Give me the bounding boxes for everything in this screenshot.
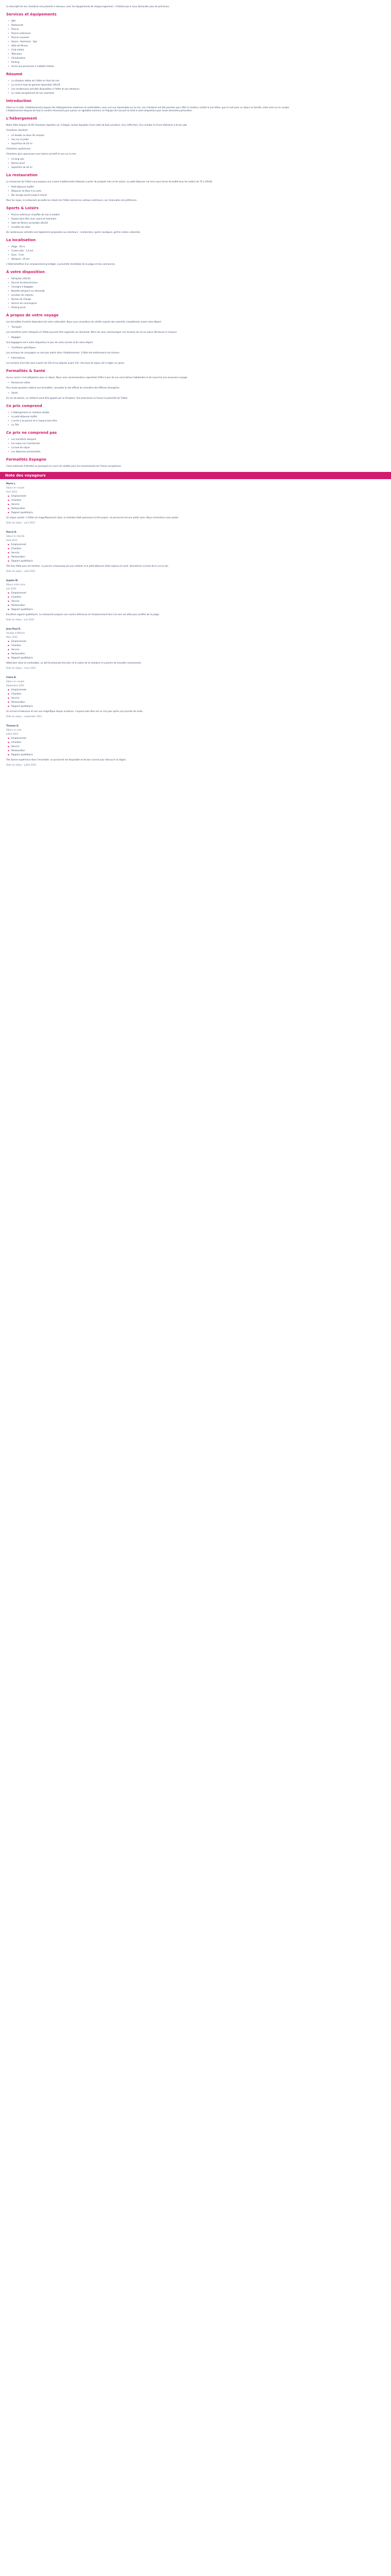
- restauration-text: Le restaurant de l'hôtel vous propose une cuisine traditionnelle élaborée à partir de produits frais et de saison. Le petit-déjeuner est servi sous forme de buffet tous les matins de 7h à 10h30.: [6, 180, 213, 183]
- list-item: • Piscine extérieure: [11, 32, 295, 35]
- list-item: • Centre-ville : 1,5 km: [11, 249, 295, 252]
- review-ratings: [6, 495, 295, 514]
- apropos-sub1: • Transport: [11, 326, 295, 329]
- rating-item: ▪ Emplacement: [11, 591, 295, 595]
- review-date: Mars 2022: [6, 636, 18, 638]
- apropos-text3: Une bagagerie est à votre disposition le jour de votre arrivée et de votre départ.: [6, 341, 93, 344]
- rating-item: ▪ Rapport qualité/prix: [11, 511, 295, 514]
- review-author: Marie L.: [6, 482, 17, 485]
- prix-non-compris-section: [6, 431, 295, 453]
- list-item: • Restaurant: [11, 24, 295, 27]
- review-meta: Séjour en couple: [6, 680, 25, 683]
- list-item: • Lit king size: [11, 158, 295, 161]
- review-period: Date du séjour : juillet 2021: [6, 764, 37, 766]
- review-author: Claire B.: [6, 676, 17, 679]
- review: [6, 628, 295, 670]
- rating-item: ▪ Chambre: [11, 644, 295, 647]
- list-item: • L'hébergement en chambre double: [11, 411, 295, 414]
- rating-item: ▪ Rapport qualité/prix: [11, 753, 295, 756]
- review: [6, 482, 295, 524]
- sante-title: Formalités & Santé: [6, 369, 45, 373]
- list-item: • Bureau de change: [11, 298, 295, 301]
- sante-sub1: • Ressources utiles: [11, 381, 295, 384]
- rating-item: ▪ Emplacement: [11, 640, 295, 643]
- review: [6, 531, 295, 573]
- hebergement-text: Notre hôtel dispose de 60 chambres réparties sur 3 étages, toutes équipées d'une salle de bain privative, d'un coffre-fort, d'un minibar et d'une télévision à écran plat.: [6, 124, 188, 126]
- sante-text: Aucun vaccin n'est obligatoire pour ce séjour. Nous vous recommandons cependant d'être à jour de vos vaccinations habituelles et de souscrire une assurance voyage.: [6, 376, 188, 379]
- list-item: • Wifi: [11, 20, 295, 23]
- apropos-text4: Les animaux de compagnie ne sont pas admis dans l'établissement. L'hôtel est entièrement non-fumeur.: [6, 351, 120, 354]
- review-date: Juillet 2021: [6, 733, 19, 735]
- review-text: Hôtel bien situé et confortable. Le wifi fonctionnait très bien et le calme de la chambre m'a permis de travailler sereinement.: [6, 662, 142, 664]
- review-text: Un séjour parfait ! L'hôtel est magnifiquement situé, la chambre était spacieuse et très propre. Le personnel est aux petits soins. Nous reviendrons avec plaisir.: [6, 516, 179, 519]
- resume-title: Résumé: [6, 72, 23, 76]
- review-date: Août 2022: [6, 539, 18, 541]
- list-item: • Le petit-déjeuner buffet: [11, 415, 295, 418]
- review-author: Thomas G.: [6, 724, 19, 727]
- review-meta: Séjour en famille: [6, 535, 25, 537]
- review-text: Très bon hôtel pour les familles. La piscine a beaucoup plu aux enfants et le petit-déjeuner était copieux et varié. Seul bémol, le bruit de la rue le soir.: [6, 565, 169, 567]
- review-period: Date du séjour : août 2022: [6, 570, 36, 572]
- rating-item: ▪ Service: [11, 503, 295, 506]
- rating-item: ▪ Restauration: [11, 749, 295, 752]
- review-period: Date du séjour : avril 2023: [6, 521, 35, 524]
- list-item: • Sauna - Hammam - Spa: [11, 40, 295, 43]
- list-item: • Piscine: [11, 28, 295, 31]
- rating-item: ▪ Restauration: [11, 701, 295, 704]
- sports-section: [6, 206, 295, 234]
- list-item: • Aéroport : 25 km: [11, 258, 295, 261]
- rating-item: ▪ Chambre: [11, 499, 295, 502]
- list-item: • La situation idéale de l'hôtel en front de mer: [11, 79, 295, 82]
- prix-non-compris-list: [6, 438, 295, 453]
- list-item: • Club enfant: [11, 48, 295, 52]
- rating-item: ▪ Service: [11, 551, 295, 554]
- rating-item: ▪ Chambre: [11, 692, 295, 696]
- list-item: • La TVA: [11, 423, 295, 427]
- rating-item: ▪ Emplacement: [11, 495, 295, 498]
- review: [6, 676, 295, 718]
- list-item: • Les transferts aéroport: [11, 438, 295, 441]
- introduction-section: [6, 99, 295, 112]
- rating-item: ▪ Restauration: [11, 652, 295, 655]
- list-item: • Superficie de 30 m²: [11, 166, 295, 169]
- review-ratings: [6, 737, 295, 756]
- disposition-list: [6, 277, 295, 309]
- review-ratings: [6, 543, 295, 563]
- restauration-list: [6, 185, 295, 197]
- list-item: • Accès aux personnes à mobilité réduite: [11, 65, 295, 68]
- restauration-title: La restauration: [6, 173, 38, 177]
- hebergement-sub2-text: Chambres plus spacieuses avec balcon privatif et vue sur la mer.: [6, 152, 77, 155]
- list-item: • Bar lounge ouvert jusqu'à minuit: [11, 194, 295, 197]
- sante-text3: En cas de besoin, un médecin peut être appelé par la réception. Une pharmacie se trouve à proximité de l'hôtel.: [6, 397, 128, 399]
- list-item: • L'accès à la piscine et à l'espace bien-être: [11, 419, 295, 422]
- rating-item: ▪ Service: [11, 745, 295, 748]
- list-item: • Piscine couverte: [11, 36, 295, 39]
- services-section: [6, 12, 295, 68]
- list-item: • Parking: [11, 61, 295, 64]
- rating-item: ▪ Emplacement: [11, 737, 295, 740]
- services-list: [6, 20, 295, 68]
- rating-item: ▪ Emplacement: [11, 543, 295, 546]
- localisation-section: [6, 238, 295, 266]
- rating-item: ▪ Rapport qualité/prix: [11, 705, 295, 708]
- review: [6, 579, 295, 621]
- hebergement-sub1-list: [6, 134, 295, 145]
- review-text: Un accueil chaleureux et une vue magnifique depuis le balcon. L'espace bien-être est un vrai plus après une journée de visite.: [6, 710, 143, 713]
- rating-item: ▪ Emplacement: [11, 688, 295, 691]
- reviews-banner: Note des voyageurs: [0, 472, 391, 479]
- rating-item: ▪ Restauration: [11, 604, 295, 607]
- review-author: Jean-Paul R.: [6, 628, 21, 630]
- list-item: • Lit double ou deux lits simples: [11, 134, 295, 137]
- list-item: • Le service haut de gamme disponible 24h/24: [11, 83, 295, 87]
- review-date: Septembre 2021: [6, 684, 25, 687]
- introduction-title: Introduction: [6, 99, 31, 103]
- disposition-title: À votre disposition: [6, 270, 45, 274]
- list-item: • Salle de fitness: [11, 44, 295, 47]
- fiche-title: Formalités Espagne: [6, 457, 46, 462]
- prix-compris-title: Ce prix comprend: [6, 404, 42, 408]
- rating-item: ▪ Chambre: [11, 547, 295, 550]
- rating-item: ▪ Rapport qualité/prix: [11, 656, 295, 659]
- review-ratings: [6, 591, 295, 611]
- review-text: Très bonne expérience dans l'ensemble. Le personnel est disponible et de bon conseil pour découvrir la région.: [6, 758, 127, 761]
- restauration-section: [6, 173, 295, 202]
- review-author: Sophie M.: [6, 579, 19, 582]
- list-item: • Espace bien-être avec sauna et hammam: [11, 217, 295, 221]
- resume-section: [6, 72, 295, 95]
- list-item: • Piscine extérieure chauffée de mai à octobre: [11, 213, 295, 216]
- localisation-title: La localisation: [6, 238, 36, 242]
- prix-non-compris-title: Ce prix ne comprend pas: [6, 431, 57, 435]
- rating-item: ▪ Rapport qualité/prix: [11, 608, 295, 611]
- list-item: • Navette aéroport sur demande: [11, 290, 295, 293]
- fiche-text: Carte nationale d'identité ou passeport en cours de validité pour les ressortissants de l'Union européenne.: [6, 465, 122, 467]
- apropos-sub2: • Bagages: [11, 336, 295, 339]
- apropos-section: [6, 313, 295, 365]
- hebergement-sub2: Chambres supérieures: [6, 147, 31, 150]
- list-item: • Télévision: [11, 53, 295, 56]
- sante-sub2: • Santé: [11, 392, 295, 395]
- hebergement-sub1: Chambres standard: [6, 129, 28, 131]
- fiche-section: [6, 457, 295, 468]
- review-period: Date du séjour : septembre 2021: [6, 715, 42, 718]
- apropos-text5: Les horaires d'arrivée sont à partir de 15h et les départs avant 11h. Une taxe de séjour est à régler sur place.: [6, 362, 125, 364]
- list-item: • Plage : 50 m: [11, 245, 295, 248]
- review-author: Pierre D.: [6, 531, 17, 533]
- list-item: • Location de voitures: [11, 294, 295, 297]
- list-item: • Consigne à bagages: [11, 285, 295, 289]
- review-ratings: [6, 640, 295, 659]
- reviews-list: [6, 482, 295, 767]
- review-meta: Séjour entre amis: [6, 583, 26, 586]
- list-item: • Vue sur le jardin: [11, 138, 295, 141]
- rating-item: ▪ Restauration: [11, 507, 295, 510]
- restauration-text2: Pour les repas, le restaurant accueille les clients de l'hôtel comme les visiteurs extérieurs, sur réservation de préférence.: [6, 199, 137, 201]
- rating-item: ▪ Service: [11, 600, 295, 603]
- list-item: • Le cadre exceptionnel de nos chambres: [11, 92, 295, 95]
- sports-list: [6, 213, 295, 229]
- list-item: • Service de blanchisserie: [11, 281, 295, 284]
- list-item: • Gare : 5 km: [11, 253, 295, 257]
- list-item: • Parking privé: [11, 306, 295, 309]
- rating-item: ▪ Service: [11, 648, 295, 651]
- apropos-text2: Les transferts entre l'aéroport et l'hôtel peuvent être organisés sur demande. Merci de nous communiquer vos horaires de vol au moins 48 heures à l'avance.: [6, 331, 177, 333]
- rating-item: ▪ Restauration: [11, 555, 295, 558]
- list-item: • Salle de fitness accessible 24h/24: [11, 222, 295, 225]
- hebergement-section: [6, 116, 295, 169]
- list-item: • Déjeuner et dîner à la carte: [11, 190, 295, 193]
- resume-list: [6, 79, 295, 95]
- list-item: • Les repas non mentionnés: [11, 442, 295, 445]
- sports-title: Sports & Loisirs: [6, 206, 39, 210]
- sports-text: De nombreuses activités sont également proposées aux alentours : randonnées, sports nautiques, golf et visites culturelles.: [6, 231, 141, 233]
- review-meta: Séjour en couple: [6, 486, 25, 489]
- list-item: • Location de vélos: [11, 226, 295, 229]
- apropos-title: À propos de votre voyage: [6, 313, 59, 317]
- review-meta: Séjour en solo: [6, 728, 22, 731]
- prix-compris-section: [6, 404, 295, 427]
- disposition-section: [6, 270, 295, 309]
- sante-text2: Pour toute question relative aux formalités, consultez le site officiel du ministère des Affaires étrangères.: [6, 386, 120, 389]
- apropos-text1: Les formalités d'entrée dépendent de votre nationalité. Nous vous conseillons de vérifier auprès des autorités compétentes avant votre départ.: [6, 320, 162, 323]
- hebergement-title: L'hébergement: [6, 116, 37, 121]
- introduction-text: Situé sur la côte, l'établissement propose des hébergements modernes et confortables, avec une vue imprenable sur la mer. Les chambres ont été pensées pour offrir le meilleur confort à nos hôtes, que ce soit pour un séjour en famille, entre amis ou en couple. L'établissement dispose de tout le confort nécessaire pour passer un agréable moment, et l'équipe de l'accueil se tient à votre disposition pour toute demande particulière.: [6, 106, 290, 112]
- rating-item: ▪ Chambre: [11, 596, 295, 599]
- rating-item: ▪ Rapport qualité/prix: [11, 560, 295, 563]
- review-period: Date du séjour : juin 2022: [6, 618, 35, 621]
- review: [6, 724, 295, 767]
- list-item: • Balcon privé: [11, 162, 295, 165]
- rating-item: ▪ Chambre: [11, 741, 295, 744]
- list-item: • Les dépenses personnelles: [11, 450, 295, 453]
- list-item: • Superficie de 20 m²: [11, 142, 295, 145]
- list-item: • Les nombreuses activités disponibles à l'hôtel et aux alentours: [11, 88, 295, 91]
- rating-item: ▪ Service: [11, 697, 295, 700]
- apropos-sub3: • Conditions spécifiques: [11, 346, 295, 349]
- review-ratings: [6, 688, 295, 708]
- localisation-text: L'hôtel bénéficie d'un emplacement privilégié, à proximité immédiate de la plage et des commerces.: [6, 263, 116, 265]
- prix-compris-list: [6, 411, 295, 427]
- apropos-sub4: • Informations: [11, 357, 295, 360]
- list-item: • Petit-déjeuner buffet: [11, 185, 295, 189]
- content: [0, 0, 301, 767]
- localisation-list: [6, 245, 295, 261]
- sante-section: [6, 369, 295, 400]
- list-item: • Réception 24h/24: [11, 277, 295, 280]
- list-item: • Service de conciergerie: [11, 302, 295, 305]
- hebergement-sub2-list: [6, 158, 295, 169]
- list-item: • Climatisation: [11, 57, 295, 60]
- list-item: • La taxe de séjour: [11, 446, 295, 449]
- review-date: Juin 2022: [6, 587, 17, 590]
- review-text: Excellent rapport qualité/prix. Le restaurant propose une cuisine délicieuse et l'emplacement face à la mer est idéal pour profiter de la plage.: [6, 613, 160, 616]
- review-date: Avril 2023: [6, 490, 18, 493]
- intro-text: Le descriptif de nos chambres est présenté ci-dessous, avec les équipements de chaque logement ; n'hésitez pas à nous demander plus de précisions.: [6, 5, 170, 8]
- review-period: Date du séjour : mars 2022: [6, 667, 36, 669]
- services-title: Services et équipements: [6, 12, 57, 16]
- review-meta: Voyage d'affaires: [6, 632, 25, 634]
